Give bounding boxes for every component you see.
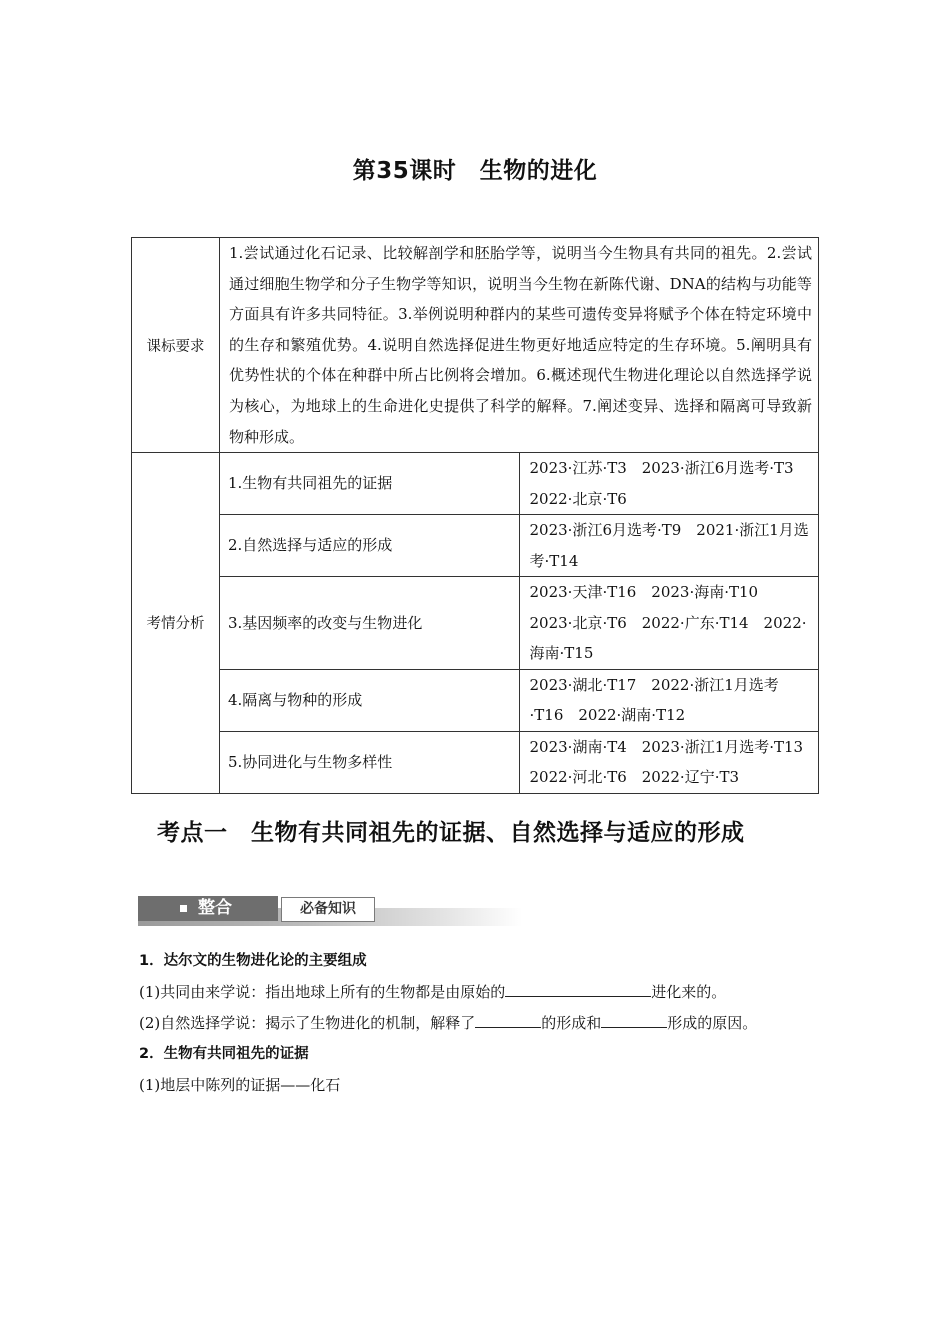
requirements-label: 课标要求 <box>132 238 220 453</box>
exams-cell: 2023·浙江6月选考·T9 2021·浙江1月选考·T14 <box>519 515 819 577</box>
heading-2: 2．生物有共同祖先的证据 <box>139 1046 309 1062</box>
paragraph-text: (2)自然选择学说：揭示了生物进化的机制，解释了 <box>139 1014 476 1032</box>
analysis-label: 考情分析 <box>132 453 220 794</box>
paragraph-fossils: (1)地层中陈列的证据——化石 <box>139 1076 341 1094</box>
exams-cell: 2023·湖南·T4 2023·浙江1月选考·T13 2022·河北·T6 2022·辽宁·T3 <box>519 731 819 793</box>
fill-blank <box>505 978 651 997</box>
table-row <box>132 515 819 577</box>
table-row <box>132 577 819 670</box>
table-row <box>132 453 819 515</box>
heading-1: 1．达尔文的生物进化论的主要组成 <box>139 953 367 969</box>
banner-dark-label: 整合 <box>198 898 232 918</box>
table-row <box>132 669 819 731</box>
paragraph-text: 的形成和 <box>541 1014 602 1032</box>
table-row <box>132 731 819 793</box>
banner-light-label: 必备知识 <box>281 897 375 922</box>
page-title: 第35课时 生物的进化 <box>352 158 598 184</box>
paragraph-common-descent <box>139 977 829 1008</box>
banner-dark-tab <box>138 896 278 921</box>
fill-blank <box>475 1009 541 1028</box>
curriculum-table <box>131 237 819 794</box>
exams-cell: 2023·湖北·T17 2022·浙江1月选考·T16 2022·湖南·T12 <box>519 669 819 731</box>
fill-blank <box>601 1009 667 1028</box>
topic-cell: 4.隔离与物种的形成 <box>220 669 520 731</box>
content-body <box>139 946 829 1101</box>
topic-cell: 2.自然选择与适应的形成 <box>220 515 520 577</box>
exams-cell: 2023·江苏·T3 2023·浙江6月选考·T3 2022·北京·T6 <box>519 453 819 515</box>
exams-cell: 2023·天津·T16 2023·海南·T10 2023·北京·T6 2022·广东·T14 2022·海南·T15 <box>519 577 819 670</box>
section-banner <box>138 896 522 926</box>
paragraph-text: (1)共同由来学说：指出地球上所有的生物都是由原始的 <box>139 983 506 1001</box>
requirements-text: 1.尝试通过化石记录、比较解剖学和胚胎学等，说明当今生物具有共同的祖先。2.尝试通过细胞生物学和分子生物学等知识，说明当今生物在新陈代谢、DNA的结构与功能等方面具有许多共同特征。3.举例说明种群内的某些可遗传变异将赋予个体在特定环境中的生存和繁殖优势。4.说明自然选择促进生物更好地适应特定的生存环境。5.阐明具有优势性状的个体在种群中所占比例将会增加。6.概述现代生物进化理论以自然选择学说为核心，为地球上的生命进化史提供了科学的解释。7.阐述变异、选择和隔离可导致新物种形成。 <box>220 238 819 453</box>
section-title: 考点一 生物有共同祖先的证据、自然选择与适应的形成 <box>157 820 745 846</box>
paragraph-text: 形成的原因。 <box>667 1014 758 1032</box>
square-bullet-icon <box>180 905 187 912</box>
paragraph-text: 进化来的。 <box>651 983 727 1001</box>
topic-cell: 5.协同进化与生物多样性 <box>220 731 520 793</box>
topic-cell: 1.生物有共同祖先的证据 <box>220 453 520 515</box>
topic-cell: 3.基因频率的改变与生物进化 <box>220 577 520 670</box>
paragraph-natural-selection <box>139 1008 829 1039</box>
